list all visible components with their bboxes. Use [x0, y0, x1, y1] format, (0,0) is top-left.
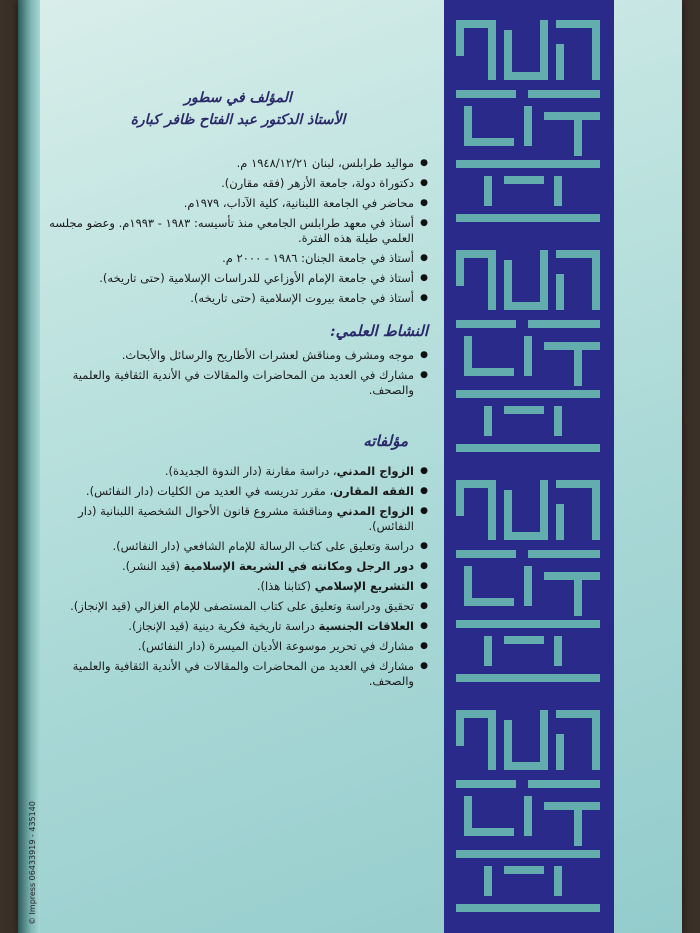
printer-mark: © Impress 06433919 - 435140	[28, 801, 37, 925]
activity-section-heading: النشاط العلمي:	[330, 322, 428, 340]
work-item-2: ● الفقه المقارن، مقرر تدريسه في العديد من الكليات (دار النفائس).	[48, 484, 428, 499]
calligraphy-band	[444, 0, 614, 933]
kufic-pattern-graphic	[444, 0, 614, 933]
author-bio-list	[48, 156, 428, 306]
author-section-heading: المؤلف في سطور	[184, 90, 292, 106]
work-item-3: ● الزواج المدني ومناقشة مشروع قانون الأحوال الشخصية اللبنانية (دار النفائس).	[48, 504, 428, 534]
work-item-6: ● التشريع الإسلامي (كتابنا هذا).	[48, 579, 428, 594]
works-section-heading: مؤلفاته	[363, 432, 408, 450]
work-item-9: ● مشارك في تحرير موسوعة الأديان الميسرة (دار النفائس).	[48, 639, 428, 654]
activity-list	[48, 348, 428, 398]
activity-item-1: ● موجه ومشرف ومناقش لعشرات الأطاريح والرسائل والأبحاث.	[48, 348, 428, 363]
work-item-7: ● تحقيق ودراسة وتعليق على كتاب المستصفى للإمام الغزالي (قيد الإنجاز).	[48, 599, 428, 614]
text-column	[48, 90, 428, 694]
bio-item-2: ● دكتوراة دولة، جامعة الأزهر (فقه مقارن).	[48, 176, 428, 191]
author-name: الأستاذ الدكتور عبد الفتاح ظافر كبارة	[130, 112, 346, 128]
work-item-8: ● العلاقات الجنسية دراسة تاريخية فكرية دينية (قيد الإنجاز).	[48, 619, 428, 634]
work-item-1: ● الزواج المدني، دراسة مقارنة (دار الندوة الجديدة).	[48, 464, 428, 479]
bio-item-4: ● أستاذ في معهد طرابلس الجامعي منذ تأسيسه: ١٩٨٣ - ١٩٩٣م. وعضو مجلسه العلمي طيلة هذه الفترة.	[48, 216, 428, 246]
bio-item-1: ● مواليد طرابلس، لبنان ١٩٤٨/١٢/٢١ م.	[48, 156, 428, 171]
work-item-5: ● دور الرجل ومكانته في الشريعة الإسلامية (قيد النشر).	[48, 559, 428, 574]
work-item-10: ● مشارك في العديد من المحاضرات والمقالات في الأندية الثقافية والعلمية والصحف.	[48, 659, 428, 689]
bio-item-5: ● أستاذ في جامعة الجنان: ١٩٨٦ - ٢٠٠٠ م.	[48, 251, 428, 266]
spine-edge	[18, 0, 40, 933]
work-item-4: ● دراسة وتعليق على كتاب الرسالة للإمام الشافعي (دار النفائس).	[48, 539, 428, 554]
activity-item-2: ● مشارك في العديد من المحاضرات والمقالات في الأندية الثقافية والعلمية والصحف.	[48, 368, 428, 398]
works-list	[48, 464, 428, 689]
bio-item-6: ● أستاذ في جامعة الإمام الأوزاعي للدراسات الإسلامية (حتى تاريخه).	[48, 271, 428, 286]
bio-item-3: ● محاضر في الجامعة اللبنانية، كلية الآداب، ١٩٧٩م.	[48, 196, 428, 211]
bio-item-7: ● أستاذ في جامعة بيروت الإسلامية (حتى تاريخه).	[48, 291, 428, 306]
